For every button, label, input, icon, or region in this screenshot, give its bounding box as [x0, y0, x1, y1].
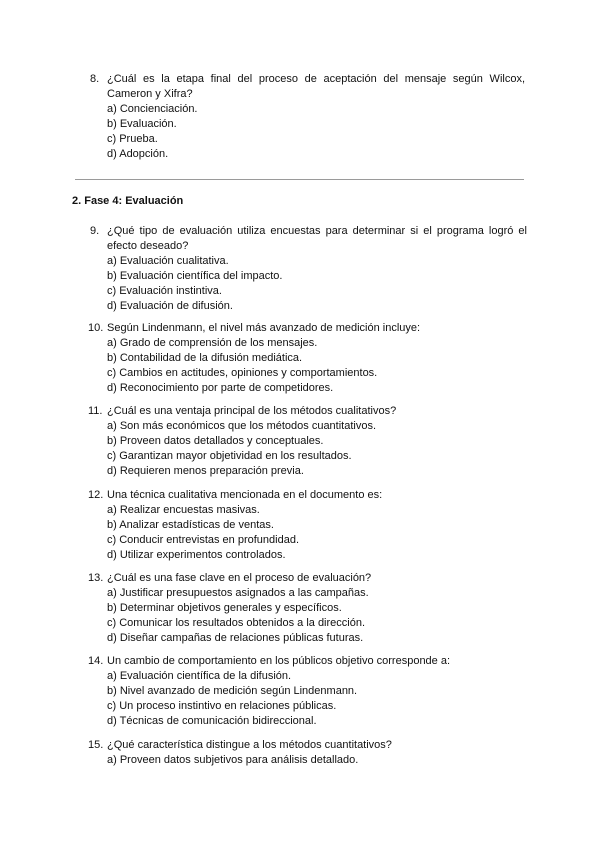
option-a: a) Grado de comprensión de los mensajes. [107, 337, 318, 349]
option-c: c) Conducir entrevistas en profundidad. [107, 534, 299, 546]
option-d: d) Diseñar campañas de relaciones públicas futuras. [107, 632, 364, 644]
option-b: b) Nivel avanzado de medición según Lindenmann. [107, 685, 358, 697]
option-a: a) Son más económicos que los métodos cuantitativos. [107, 420, 377, 432]
option-a: a) Proveen datos subjetivos para análisis detallado. [107, 754, 359, 766]
option-a: a) Realizar encuestas masivas. [107, 504, 260, 516]
question-stem [88, 321, 525, 336]
question-stem [88, 404, 525, 419]
question-stem [90, 72, 525, 102]
question-number: 12. [88, 489, 104, 501]
question-stem [88, 654, 525, 669]
question-number: 9. [90, 225, 100, 237]
question-11 [88, 404, 525, 479]
option-c: c) Comunicar los resultados obtenidos a la dirección. [107, 617, 366, 629]
question-15 [88, 738, 525, 768]
question-12 [88, 488, 525, 563]
question-stem [88, 571, 525, 586]
option-c: c) Cambios en actitudes, opiniones y comportamientos. [107, 367, 378, 379]
question-text: ¿Qué tipo de evaluación utiliza encuestas para determinar si el programa logró el efecto deseado? [107, 225, 527, 252]
question-13 [88, 571, 525, 646]
option-d: d) Requieren menos preparación previa. [107, 465, 304, 477]
question-text: Un cambio de comportamiento en los públicos objetivo corresponde a: [107, 655, 451, 667]
option-d: d) Evaluación de difusión. [107, 300, 233, 312]
question-number: 11. [88, 405, 103, 417]
question-stem [90, 224, 527, 254]
question-number: 13. [88, 572, 104, 584]
question-14 [88, 654, 525, 729]
option-b: b) Proveen datos detallados y conceptuales. [107, 435, 324, 447]
option-c: c) Evaluación instintiva. [107, 285, 222, 297]
question-number: 8. [90, 73, 100, 85]
option-c: c) Un proceso instintivo en relaciones públicas. [107, 700, 337, 712]
option-c: c) Prueba. [107, 133, 158, 145]
option-b: b) Evaluación. [107, 118, 177, 130]
question-number: 14. [88, 655, 104, 667]
question-text: Una técnica cualitativa mencionada en el documento es: [107, 489, 383, 501]
option-d: d) Utilizar experimentos controlados. [107, 549, 286, 561]
option-a: a) Justificar presupuestos asignados a las campañas. [107, 587, 369, 599]
section-heading: 2. Fase 4: Evaluación [72, 195, 184, 207]
option-d: d) Reconocimiento por parte de competidores. [107, 382, 334, 394]
question-text: ¿Cuál es una ventaja principal de los métodos cualitativos? [107, 405, 397, 417]
question-text: ¿Qué característica distingue a los métodos cuantitativos? [107, 739, 392, 751]
question-stem [88, 488, 525, 503]
option-a: a) Concienciación. [107, 103, 198, 115]
question-stem [88, 738, 525, 753]
option-b: b) Analizar estadísticas de ventas. [107, 519, 274, 531]
question-8 [90, 72, 525, 162]
question-text: ¿Cuál es la etapa final del proceso de aceptación del mensaje según Wilcox, Cameron y Xifra? [107, 73, 525, 100]
question-number: 15. [88, 739, 104, 751]
option-c: c) Garantizan mayor objetividad en los resultados. [107, 450, 352, 462]
option-a: a) Evaluación cualitativa. [107, 255, 229, 267]
question-text: Según Lindenmann, el nivel más avanzado de medición incluye: [107, 322, 421, 334]
option-b: b) Evaluación científica del impacto. [107, 270, 283, 282]
option-a: a) Evaluación científica de la difusión. [107, 670, 292, 682]
question-9 [90, 224, 527, 314]
question-10 [88, 321, 525, 396]
option-b: b) Determinar objetivos generales y específicos. [107, 602, 342, 614]
option-b: b) Contabilidad de la difusión mediática. [107, 352, 303, 364]
section-divider [75, 179, 524, 180]
question-number: 10. [88, 322, 104, 334]
option-d: d) Técnicas de comunicación bidireccional. [107, 715, 317, 727]
option-d: d) Adopción. [107, 148, 169, 160]
question-text: ¿Cuál es una fase clave en el proceso de evaluación? [107, 572, 372, 584]
